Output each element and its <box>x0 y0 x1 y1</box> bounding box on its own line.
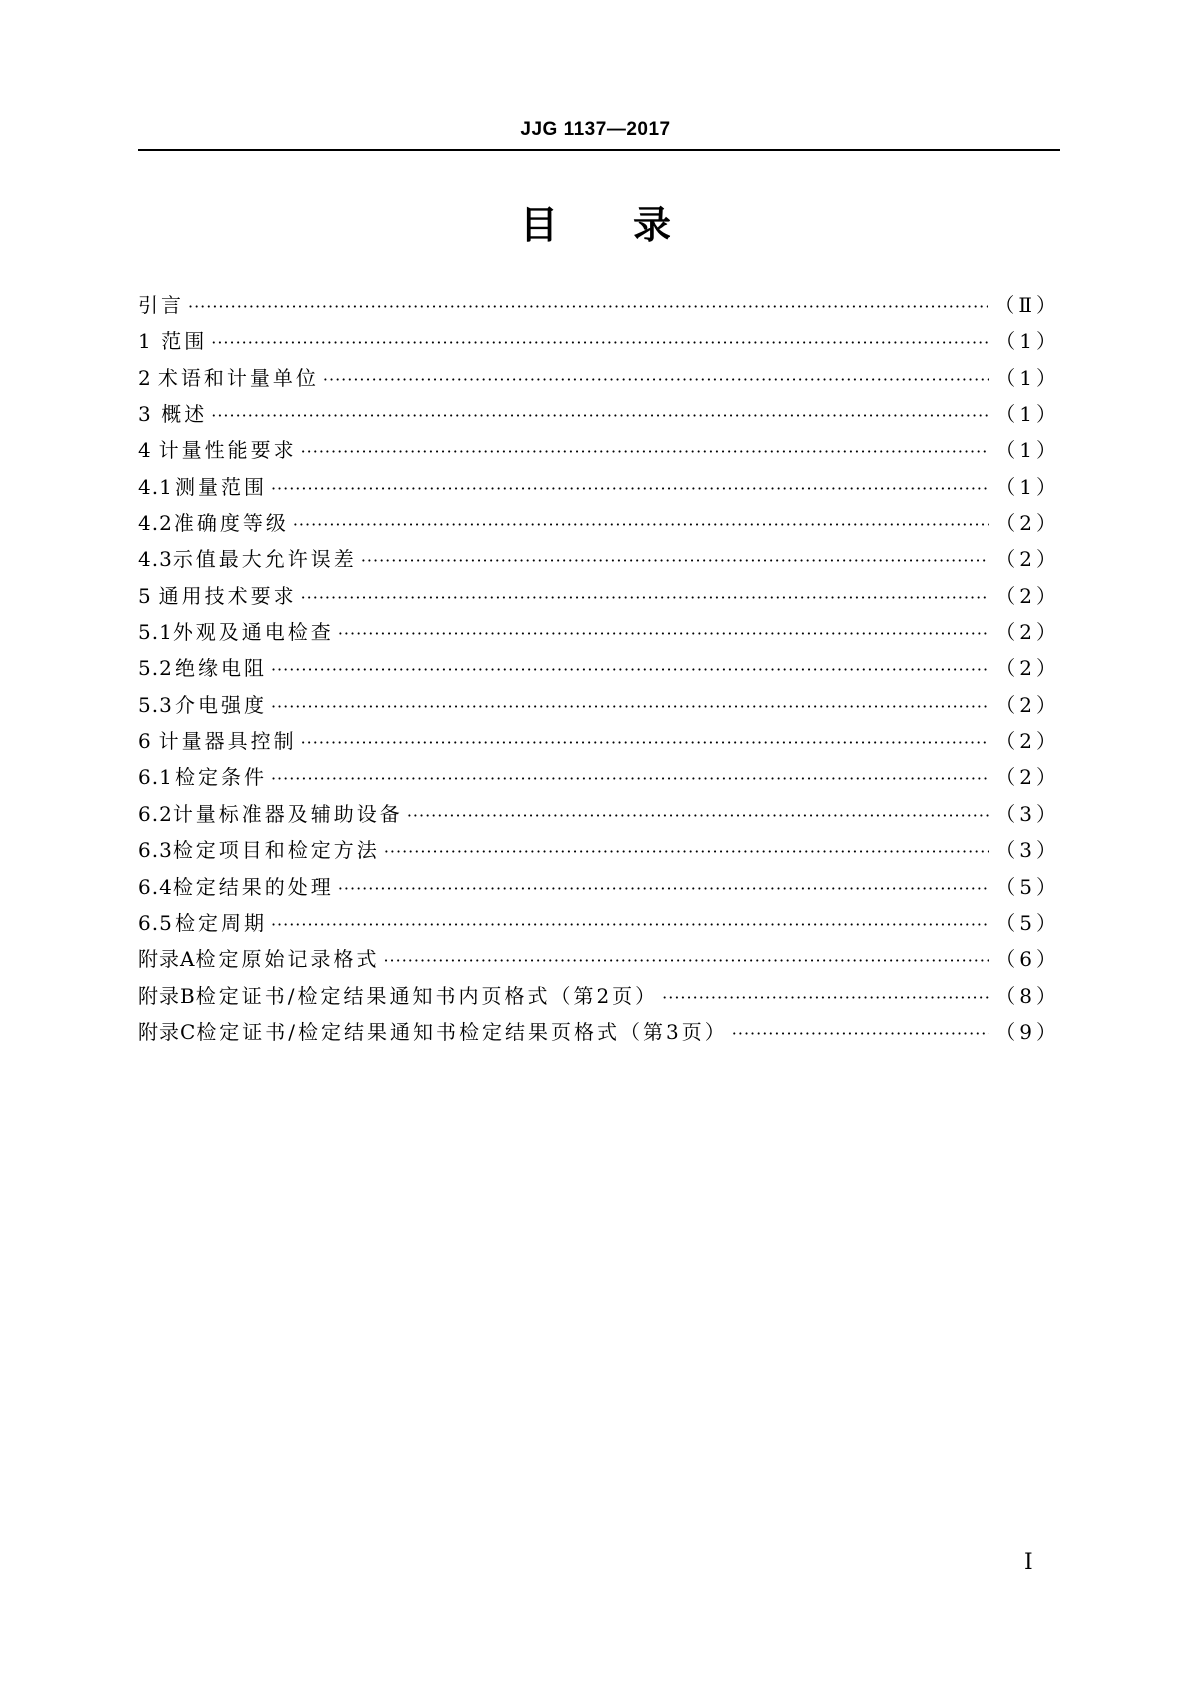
toc-entry-label: 引言 <box>138 293 184 317</box>
toc-entry-label: 外观及通电检查 <box>172 620 334 645</box>
toc-entry-number: 6.3 <box>138 838 173 863</box>
toc-entry-1[interactable] <box>138 325 1060 361</box>
toc-entry-4-2[interactable] <box>138 507 1060 543</box>
toc-entry-label: 术语和计量单位 <box>157 365 319 390</box>
toc-dot-leader <box>383 951 989 970</box>
toc-dot-leader <box>211 406 989 425</box>
toc-entry-label: 检定条件 <box>174 765 267 790</box>
toc-entry-page: （2） <box>995 656 1060 681</box>
toc-title-char-2: 录 <box>633 203 672 247</box>
toc-entry-6-1[interactable] <box>138 761 1060 797</box>
toc-entry-page: （8） <box>995 983 1060 1008</box>
toc-entry-number: 5.1 <box>138 620 173 645</box>
toc-entry-label: 测量范围 <box>174 474 267 499</box>
toc-entry-4-1[interactable] <box>138 471 1060 507</box>
toc-entry-number: 1 <box>138 329 152 354</box>
toc-entry-page: （5） <box>995 910 1060 935</box>
toc-entry-label: 介电强度 <box>174 692 267 717</box>
toc-entry-appendix-a[interactable] <box>138 943 1060 979</box>
toc-entry-label: 通用技术要求 <box>158 583 297 608</box>
toc-dot-leader <box>338 624 989 643</box>
toc-entry-number: 6 <box>138 729 152 754</box>
toc-entry-appendix-b[interactable] <box>138 980 1060 1016</box>
toc-entry-number: 4 <box>138 438 152 463</box>
toc-dot-leader <box>271 660 989 679</box>
toc-entry-label: 绝缘电阻 <box>174 656 267 681</box>
toc-entry-label: 计量标准器及辅助设备 <box>172 801 403 826</box>
toc-dot-leader <box>188 297 988 316</box>
toc-entry-number: 4.2 <box>138 511 173 536</box>
toc-dot-leader <box>384 842 989 861</box>
toc-entry-label: 检定结果的处理 <box>172 874 334 899</box>
toc-dot-leader <box>301 442 990 461</box>
toc-entry-number: 2 <box>138 365 152 390</box>
page-number: I <box>1024 1550 1033 1575</box>
header-rule <box>138 149 1060 151</box>
toc-dot-leader <box>271 915 989 934</box>
toc-entry-page: （1） <box>995 438 1060 463</box>
toc-entry-label: 计量性能要求 <box>158 438 297 463</box>
toc-title-char-1: 目 <box>519 203 558 247</box>
toc-entry-page: （2） <box>995 620 1060 645</box>
toc-dot-leader <box>271 697 989 716</box>
toc-entry-label: 检定证书/检定结果通知书检定结果页格式（第3页） <box>196 1019 728 1044</box>
toc-entry-6-2[interactable] <box>138 798 1060 834</box>
toc-entry-number: 6.4 <box>138 874 173 899</box>
toc-entry-label: 检定证书/检定结果通知书内页格式（第2页） <box>195 983 659 1008</box>
toc-entry-label: 计量器具控制 <box>158 729 297 754</box>
toc-entry-2[interactable] <box>138 362 1060 398</box>
toc-entry-page: （2） <box>995 729 1060 754</box>
toc-entry-5-1[interactable] <box>138 616 1060 652</box>
toc-dot-leader <box>338 879 989 898</box>
toc-entry-label: 准确度等级 <box>173 511 289 536</box>
toc-entry-intro[interactable] <box>138 289 1060 325</box>
toc-entry-number: 5.2 <box>138 656 173 681</box>
toc-entry-number: 6.2 <box>138 801 173 826</box>
toc-entry-3[interactable] <box>138 398 1060 434</box>
toc-dot-leader <box>271 769 989 788</box>
toc-entry-label: 示值最大允许误差 <box>172 547 357 572</box>
toc-entry-number: 4.1 <box>138 474 173 499</box>
toc-entry-page: （Ⅱ） <box>994 293 1060 317</box>
toc-entry-number: 5 <box>138 583 152 608</box>
toc-entry-page: （2） <box>995 547 1060 572</box>
toc-entry-4[interactable] <box>138 434 1060 470</box>
toc-entry-number: 附录C <box>138 1019 197 1044</box>
document-code-header: JJG 1137—2017 <box>520 119 671 140</box>
toc-dot-leader <box>407 806 989 825</box>
toc-dot-leader <box>271 479 989 498</box>
toc-entry-number: 附录B <box>138 983 196 1008</box>
toc-dot-leader <box>732 1024 989 1043</box>
toc-dot-leader <box>211 333 989 352</box>
toc-entry-number: 附录A <box>138 947 196 972</box>
toc-entry-label: 检定原始记录格式 <box>195 947 380 972</box>
toc-entry-page: （1） <box>995 329 1060 354</box>
toc-entry-page: （2） <box>995 583 1060 608</box>
toc-entry-page: （2） <box>995 765 1060 790</box>
toc-entry-page: （2） <box>995 511 1060 536</box>
toc-dot-leader <box>301 588 990 607</box>
toc-entry-6-5[interactable] <box>138 907 1060 943</box>
toc-entry-label: 范围 <box>161 329 208 354</box>
toc-entry-page: （6） <box>995 947 1060 972</box>
toc-entry-label: 概述 <box>161 402 208 427</box>
toc-dot-leader <box>301 733 990 752</box>
toc-dot-leader <box>361 551 989 570</box>
toc-entry-6-4[interactable] <box>138 871 1060 907</box>
toc-entry-label: 检定项目和检定方法 <box>172 838 380 863</box>
toc-entry-page: （1） <box>995 402 1060 427</box>
toc-dot-leader <box>662 988 989 1007</box>
toc-entry-number: 5.3 <box>138 692 173 717</box>
toc-entry-5[interactable] <box>138 580 1060 616</box>
toc-entry-page: （9） <box>995 1019 1060 1044</box>
toc-entry-number: 3 <box>138 402 152 427</box>
toc-entry-6[interactable] <box>138 725 1060 761</box>
toc-title <box>0 200 1191 250</box>
toc-entry-appendix-c[interactable] <box>138 1016 1060 1052</box>
toc-entry-page: （5） <box>995 874 1060 899</box>
toc-entry-number: 4.3 <box>138 547 173 572</box>
toc-entry-page: （1） <box>995 365 1060 390</box>
toc-entry-number: 6.1 <box>138 765 173 790</box>
toc-entry-5-2[interactable] <box>138 652 1060 688</box>
toc-dot-leader <box>323 370 989 389</box>
toc-entry-label: 检定周期 <box>174 910 267 935</box>
toc-entry-page: （1） <box>995 474 1060 499</box>
toc-entry-page: （2） <box>995 692 1060 717</box>
toc-entry-page: （3） <box>995 801 1060 826</box>
toc-entry-5-3[interactable] <box>138 689 1060 725</box>
table-of-contents <box>138 289 1060 1052</box>
toc-entry-number: 6.5 <box>138 910 173 935</box>
toc-dot-leader <box>293 515 989 534</box>
toc-entry-page: （3） <box>995 838 1060 863</box>
toc-entry-4-3[interactable] <box>138 543 1060 579</box>
toc-entry-6-3[interactable] <box>138 834 1060 870</box>
